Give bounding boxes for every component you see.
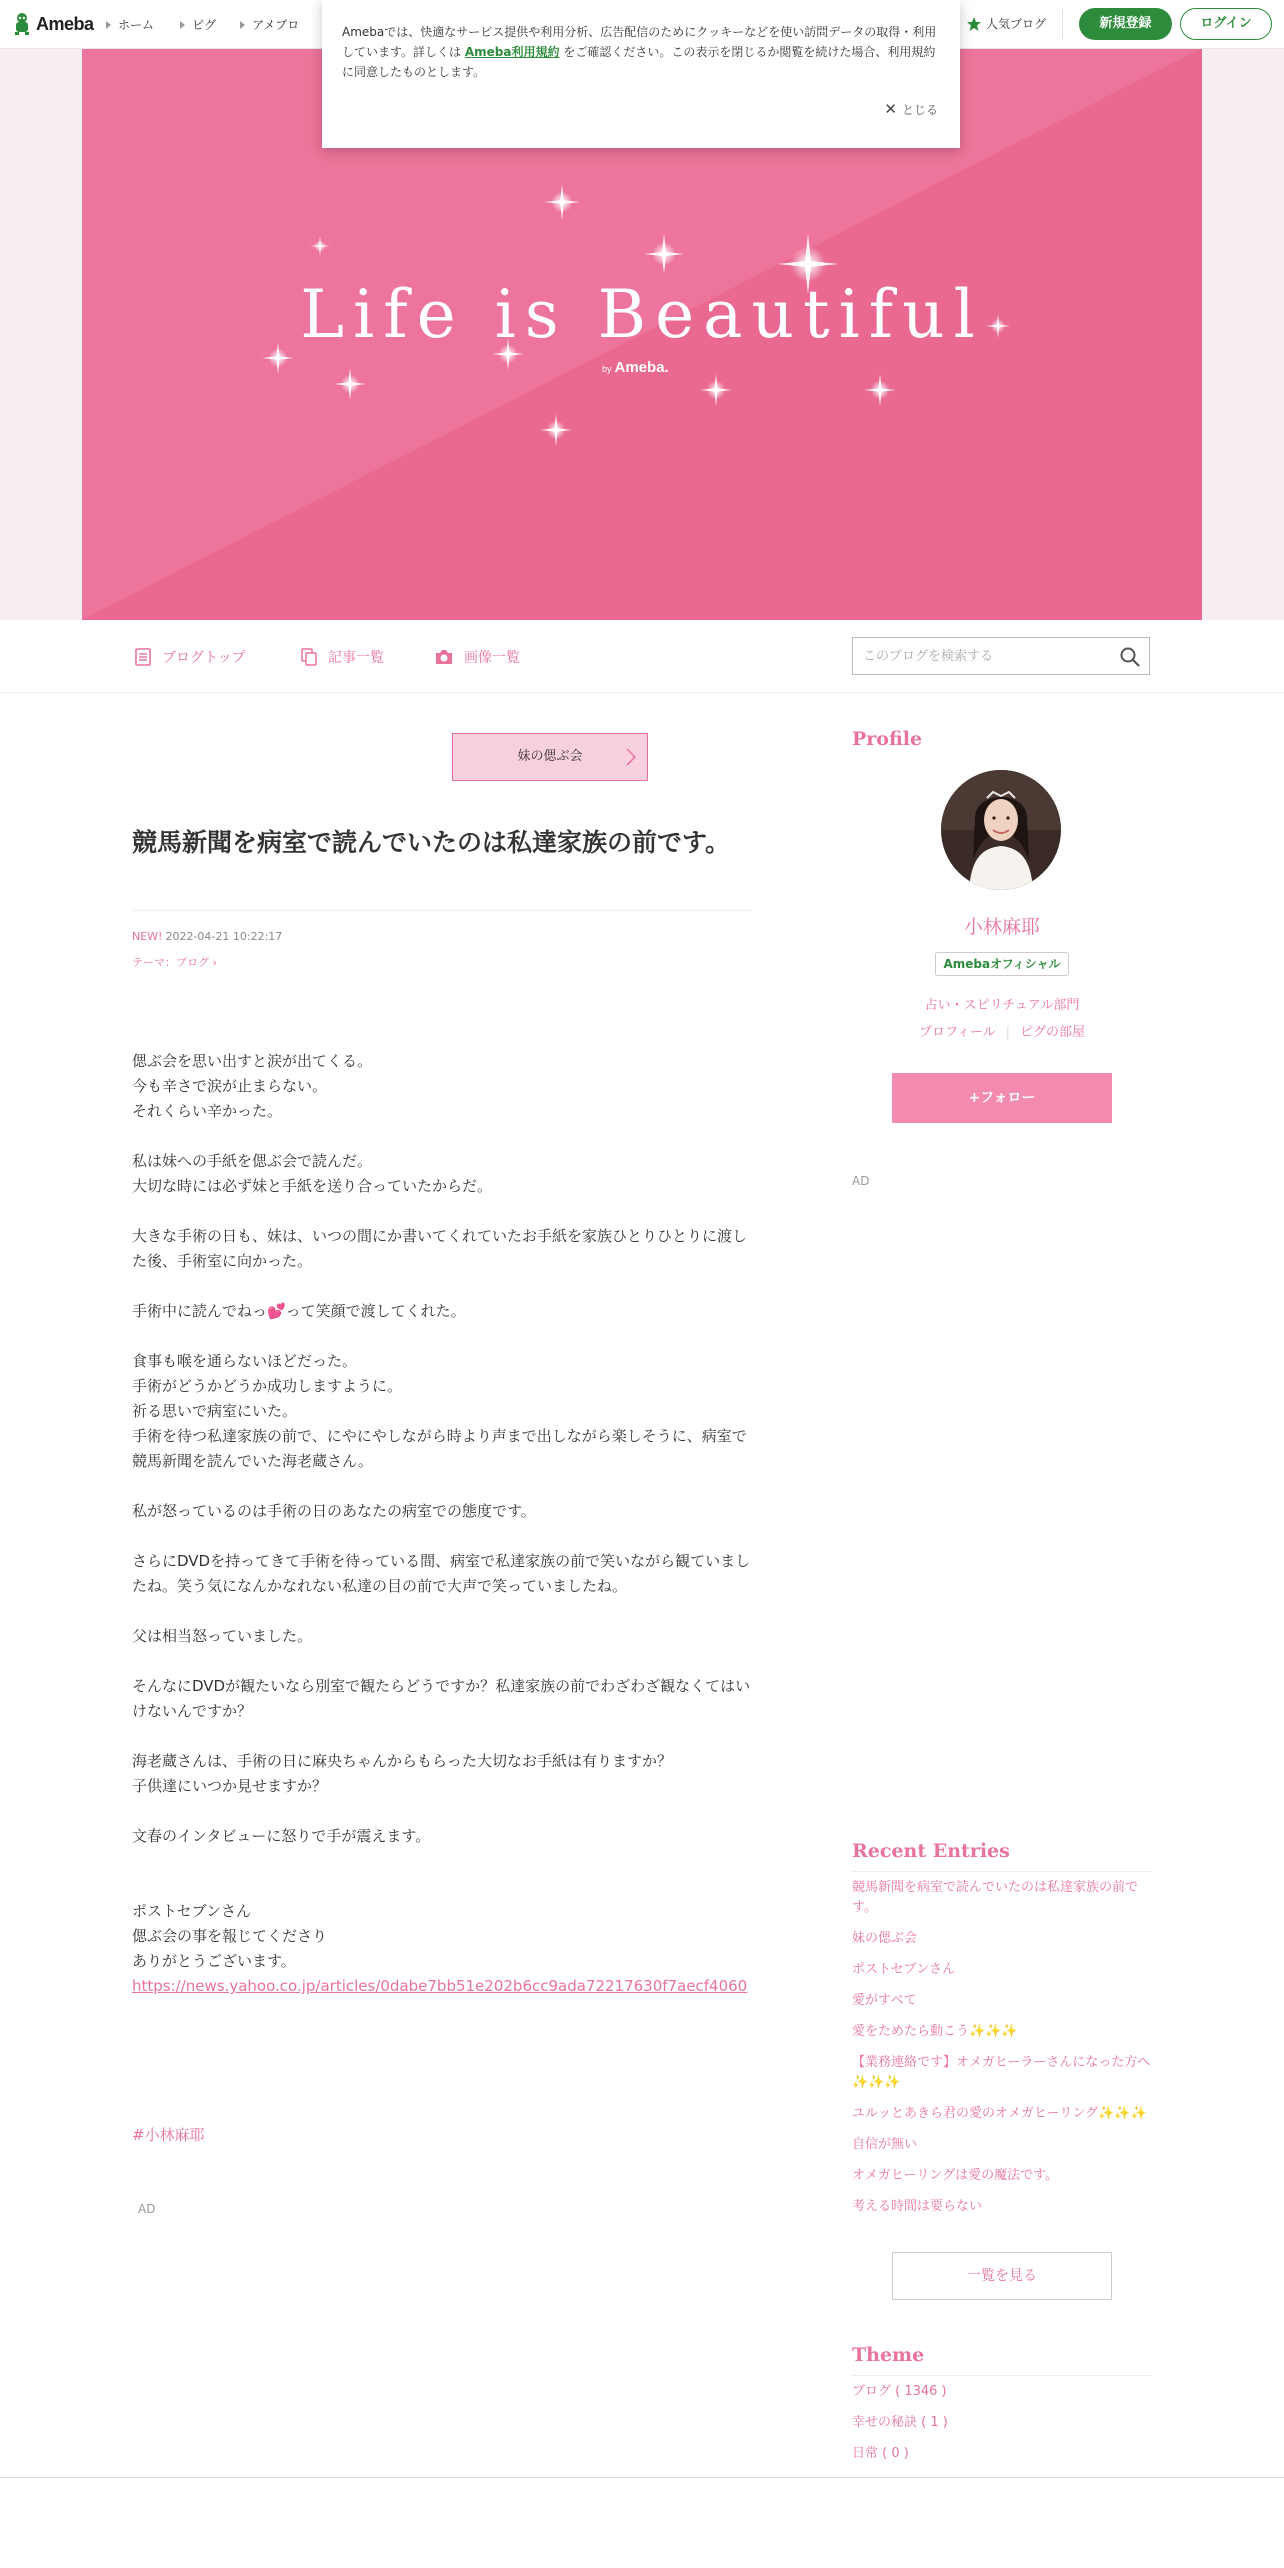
- entry-line: 文春のインタビューに怒りで手が震えます。: [132, 1827, 431, 1845]
- entry-paragraph: [132, 1624, 757, 1649]
- divider: |: [1005, 1025, 1011, 1040]
- entry-line: 子供達にいつか見せますか？: [132, 1777, 328, 1795]
- avatar[interactable]: [941, 770, 1061, 890]
- entry-paragraph: [132, 1499, 757, 1524]
- theme-link[interactable]: 幸せの秘訣 ( 1 ): [852, 2415, 948, 2430]
- entry-line: 手術がどうかどうか成功しますように。: [132, 1377, 403, 1395]
- close-icon: ✕: [884, 100, 897, 118]
- entry-paragraph: [132, 1549, 757, 1599]
- nav-home[interactable]: ホーム: [106, 16, 154, 33]
- recent-entry-link[interactable]: 愛がすべて: [852, 1993, 917, 2008]
- profile-photo: [941, 770, 1061, 890]
- recent-entry-link[interactable]: 考える時間は要らない: [852, 2199, 983, 2214]
- entry-paragraph: [132, 1349, 757, 1474]
- divider: [132, 910, 752, 911]
- entry-closing: [132, 1899, 757, 1999]
- chevron-right-icon: ›: [212, 956, 217, 969]
- profile-link[interactable]: プロフィール: [918, 1025, 996, 1040]
- camera-icon: [434, 648, 454, 666]
- entry-paragraph: [132, 1824, 757, 1849]
- cookie-close-button[interactable]: ✕ とじる: [884, 100, 938, 118]
- profile-heading: Profile: [852, 728, 923, 750]
- entry-line: 私が怒っているのは手術の日のあなたの病室での態度です。: [132, 1502, 536, 1520]
- theme-link[interactable]: ブログ ( 1346 ): [852, 2384, 947, 2399]
- entry-line: それくらい辛かった。: [132, 1102, 283, 1120]
- pigg-room-link[interactable]: ピグの部屋: [1020, 1025, 1086, 1040]
- profile-category-link[interactable]: 占い・スピリチュアル部門: [924, 998, 1080, 1013]
- cookie-message: Amebaでは、快適なサービス提供や利用分析、広告配信のためにクッキーなどを使い訪問データの取得・利用しています。詳しくは Ameba利用規約 をご確認ください。この表示を閉じるか閲覧を続けた場合、利用規約に同意したものとします。: [342, 25, 937, 79]
- theme-link[interactable]: 日常 ( 0 ): [852, 2446, 909, 2461]
- entry-paragraph: [132, 1674, 757, 1724]
- article-link[interactable]: https://news.yahoo.co.jp/articles/0dabe7bb51e202b6cc9ada72217630f7aecf4060: [132, 1977, 748, 1995]
- entry-paragraph: [132, 1224, 757, 1274]
- entry-line: 手術を待つ私達家族の前で、にやにやしながら時より声まで出しながら楽しそうに、病室で競馬新聞を読んでいた海老蔵さん。: [132, 1427, 747, 1470]
- entry-list-link[interactable]: 記事一覧: [300, 647, 384, 667]
- entry-line: 海老蔵さんは、手術の日に麻央ちゃんからもらった大切なお手紙は有りますか？: [132, 1752, 673, 1770]
- logo-text: Ameba: [36, 13, 94, 34]
- entry-line: ありがとうございます。: [132, 1952, 296, 1970]
- star-icon: [966, 16, 982, 32]
- ameba-mascot-icon: [12, 12, 32, 36]
- previous-entry-button[interactable]: 妹の偲ぶ会: [452, 733, 648, 781]
- recent-entry-link[interactable]: 競馬新聞を病室で読んでいたのは私達家族の前です。: [852, 1880, 1139, 1915]
- theme-list: [852, 2382, 948, 2475]
- entry-line: 父は相当怒っていました。: [132, 1627, 313, 1645]
- login-button[interactable]: ログイン: [1180, 8, 1272, 40]
- see-all-button[interactable]: 一覧を見る: [892, 2252, 1112, 2300]
- entry-paragraph: [132, 1299, 757, 1324]
- ad-label: AD: [138, 2202, 156, 2216]
- banner-byline: by Ameba.: [602, 359, 669, 376]
- recent-entry-link[interactable]: ユルッとあきら君の愛のオメガヒーリング✨✨✨: [852, 2106, 1147, 2121]
- recent-entry-link[interactable]: 自信が無い: [852, 2137, 918, 2152]
- entry-line: 私は妹への手紙を偲ぶ会で読んだ。: [132, 1152, 373, 1170]
- entry-paragraph: [132, 1049, 757, 1124]
- entry-line: 今も辛さで涙が止まらない。: [132, 1077, 328, 1095]
- search-icon[interactable]: [1119, 646, 1141, 668]
- blog-top-link[interactable]: ブログトップ: [134, 647, 246, 667]
- recent-entries-heading: Recent Entries: [852, 1840, 1010, 1862]
- recent-entry-link[interactable]: ポストセブンさん: [852, 1962, 956, 1977]
- recent-entry-link[interactable]: 愛をためたら動こう✨✨✨: [852, 2024, 1018, 2039]
- entry-body: [132, 1049, 757, 2024]
- blog-search: [852, 637, 1150, 675]
- divider: [852, 1871, 1152, 1872]
- caret-right-icon: [106, 21, 111, 29]
- recent-entry-link[interactable]: オメガヒーリングは愛の魔法です。: [852, 2168, 1059, 2183]
- divider: [1062, 10, 1063, 38]
- search-input[interactable]: [853, 638, 1123, 674]
- popular-blog-link[interactable]: 人気ブログ: [966, 15, 1046, 32]
- profile-name[interactable]: 小林麻耶: [963, 916, 1040, 938]
- entry-line: 手術中に読んでねっ💕って笑顔で渡してくれた。: [132, 1302, 466, 1320]
- entry-title: 競馬新聞を病室で読んでいたのは私達家族の前です。: [132, 828, 731, 857]
- entry-line: 祈る思いで病室にいた。: [132, 1402, 298, 1420]
- entry-line: さらにDVDを持ってきて手術を待っている間、病室で私達家族の前で笑いながら観ていましたね。笑う気になんかなれない私達の目の前で大声で笑っていましたね。: [132, 1552, 751, 1595]
- entry-line: そんなにDVDが観たいなら別室で観たらどうですか？私達家族の前でわざわざ観なくてはいけないんですか？: [132, 1677, 751, 1720]
- ad-label: AD: [852, 1174, 870, 1188]
- entry-datetime: 2022-04-21 10:22:17: [165, 930, 283, 943]
- profile-links: [852, 1021, 1152, 1040]
- banner-title: Life is Beautiful: [300, 276, 984, 353]
- new-badge: NEW!: [132, 930, 163, 943]
- entry-line: 大切な時には必ず妹と手紙を送り合っていたからだ。: [132, 1177, 493, 1195]
- cookie-consent-dialog: [322, 0, 960, 148]
- hashtag-link[interactable]: #小林麻耶: [132, 2126, 205, 2144]
- entry-meta: [132, 930, 282, 943]
- official-badge: Amebaオフィシャル: [935, 952, 1069, 976]
- entry-line: 偲ぶ会を思い出すと涙が出てくる。: [132, 1052, 373, 1070]
- entry-theme-link[interactable]: テーマ：ブログ ›: [132, 956, 217, 969]
- image-list-link[interactable]: 画像一覧: [434, 647, 520, 667]
- chevron-right-icon: [625, 748, 637, 766]
- nav-pigg[interactable]: ピグ: [180, 16, 216, 33]
- divider: [0, 2477, 1284, 2478]
- recent-entry-link[interactable]: 【業務連絡です】オメガヒーラーさんになった方へ✨✨✨: [852, 2055, 1151, 2090]
- divider: [852, 2375, 1152, 2376]
- nav-ameblo[interactable]: アメブロ: [240, 16, 299, 33]
- document-icon: [134, 648, 152, 666]
- entry-line: 偲ぶ会の事を報じてくださり: [132, 1927, 328, 1945]
- caret-right-icon: [240, 21, 245, 29]
- entry-paragraph: [132, 1149, 757, 1199]
- caret-right-icon: [180, 21, 185, 29]
- entry-paragraph: [132, 1749, 757, 1799]
- theme-heading: Theme: [852, 2344, 925, 2366]
- entry-line: 大きな手術の日も、妹は、いつの間にか書いてくれていたお手紙を家族ひとりひとりに渡した後、手術室に向かった。: [132, 1227, 748, 1270]
- follow-button[interactable]: +フォロー: [892, 1073, 1112, 1123]
- copy-icon: [300, 648, 318, 666]
- blog-navigation: [0, 620, 1284, 693]
- recent-entry-link[interactable]: 妹の偲ぶ会: [852, 1931, 918, 1946]
- terms-link[interactable]: Ameba利用規約: [464, 45, 560, 59]
- recent-entries-list: [852, 1878, 1152, 2228]
- signup-button[interactable]: 新規登録: [1079, 8, 1172, 40]
- ameba-logo[interactable]: [12, 10, 94, 38]
- entry-line: 食事も喉を通らないほどだった。: [132, 1352, 358, 1370]
- entry-line: ポストセブンさん: [132, 1902, 251, 1920]
- spacer: [132, 1874, 757, 1899]
